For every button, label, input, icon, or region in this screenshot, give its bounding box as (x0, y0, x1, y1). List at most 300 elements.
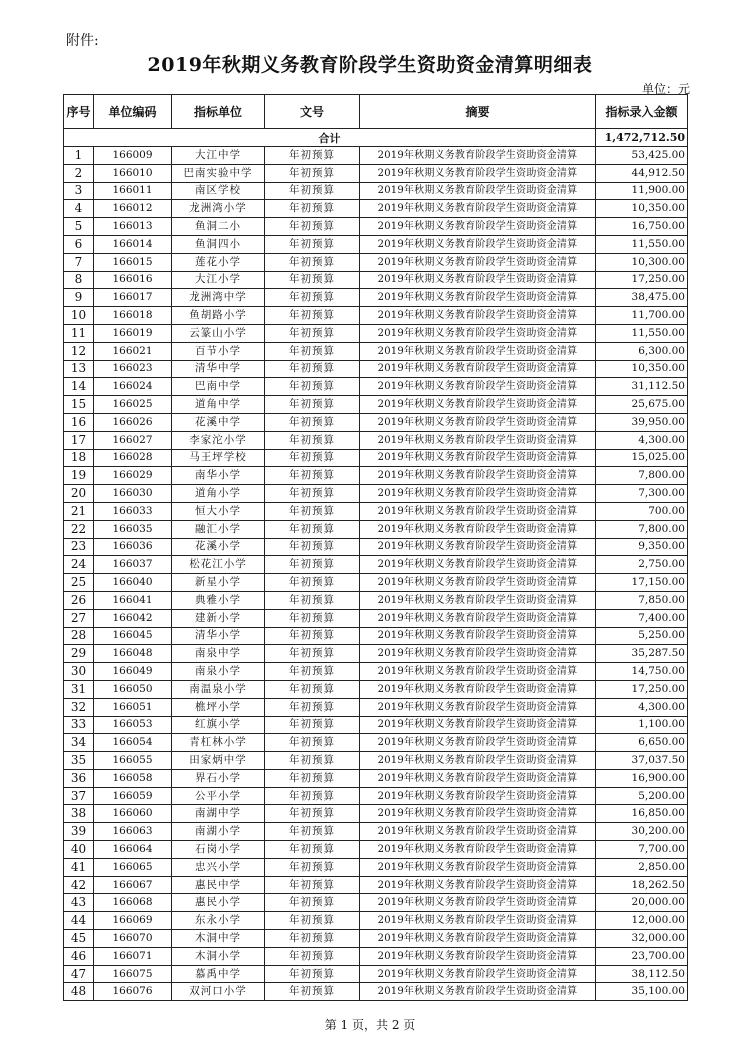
table-row (64, 609, 688, 627)
row-amount: 2,750.00 (596, 556, 688, 574)
row-unit: 花溪小学 (172, 538, 265, 556)
row-amount: 5,250.00 (596, 627, 688, 645)
row-unit: 南泉小学 (172, 663, 265, 681)
table-row (64, 253, 688, 271)
row-amount: 5,200.00 (596, 787, 688, 805)
table-row (64, 876, 688, 894)
row-unit: 新星小学 (172, 574, 265, 592)
row-summary: 2019年秋期义务教育阶段学生资助资金清算 (360, 663, 596, 681)
row-unit: 马王坪学校 (172, 449, 265, 467)
row-unit: 鱼洞四小 (172, 235, 265, 253)
row-amount: 23,700.00 (596, 947, 688, 965)
row-doc: 年初预算 (265, 538, 360, 556)
row-amount: 18,262.50 (596, 876, 688, 894)
row-unit: 界石小学 (172, 769, 265, 787)
row-amount: 11,900.00 (596, 182, 688, 200)
row-amount: 6,300.00 (596, 342, 688, 360)
total-row (64, 129, 688, 147)
row-seq: 18 (64, 449, 94, 467)
row-code: 166035 (94, 520, 172, 538)
header-amount: 指标录入金额 (596, 95, 688, 129)
row-code: 166037 (94, 556, 172, 574)
row-doc: 年初预算 (265, 396, 360, 414)
table-row (64, 396, 688, 414)
row-code: 166015 (94, 253, 172, 271)
row-summary: 2019年秋期义务教育阶段学生资助资金清算 (360, 467, 596, 485)
row-code: 166036 (94, 538, 172, 556)
row-seq: 31 (64, 680, 94, 698)
row-summary: 2019年秋期义务教育阶段学生资助资金清算 (360, 894, 596, 912)
row-amount: 44,912.50 (596, 164, 688, 182)
row-amount: 39,950.00 (596, 413, 688, 431)
row-code: 166030 (94, 485, 172, 503)
row-unit: 忠兴小学 (172, 858, 265, 876)
table-row (64, 467, 688, 485)
row-amount: 1,100.00 (596, 716, 688, 734)
row-code: 166053 (94, 716, 172, 734)
row-doc: 年初预算 (265, 431, 360, 449)
row-summary: 2019年秋期义务教育阶段学生资助资金清算 (360, 591, 596, 609)
row-code: 166018 (94, 307, 172, 325)
row-doc: 年初预算 (265, 289, 360, 307)
table-row (64, 912, 688, 930)
row-amount: 35,287.50 (596, 645, 688, 663)
row-code: 166049 (94, 663, 172, 681)
row-unit: 恒大小学 (172, 502, 265, 520)
row-amount: 25,675.00 (596, 396, 688, 414)
row-summary: 2019年秋期义务教育阶段学生资助资金清算 (360, 965, 596, 983)
row-amount: 10,300.00 (596, 253, 688, 271)
row-seq: 36 (64, 769, 94, 787)
row-seq: 33 (64, 716, 94, 734)
row-amount: 16,750.00 (596, 218, 688, 236)
row-doc: 年初预算 (265, 235, 360, 253)
row-amount: 12,000.00 (596, 912, 688, 930)
table-row (64, 342, 688, 360)
row-amount: 15,025.00 (596, 449, 688, 467)
row-code: 166021 (94, 342, 172, 360)
row-seq: 11 (64, 324, 94, 342)
row-summary: 2019年秋期义务教育阶段学生资助资金清算 (360, 912, 596, 930)
row-unit: 清华中学 (172, 360, 265, 378)
row-unit: 清华小学 (172, 627, 265, 645)
row-seq: 24 (64, 556, 94, 574)
row-summary: 2019年秋期义务教育阶段学生资助资金清算 (360, 431, 596, 449)
table-row (64, 200, 688, 218)
row-amount: 17,250.00 (596, 271, 688, 289)
table-row (64, 378, 688, 396)
row-seq: 4 (64, 200, 94, 218)
row-code: 166060 (94, 805, 172, 823)
row-seq: 23 (64, 538, 94, 556)
row-summary: 2019年秋期义务教育阶段学生资助资金清算 (360, 609, 596, 627)
row-summary: 2019年秋期义务教育阶段学生资助资金清算 (360, 289, 596, 307)
row-code: 166019 (94, 324, 172, 342)
table-row (64, 787, 688, 805)
row-amount: 17,250.00 (596, 680, 688, 698)
table-row (64, 930, 688, 948)
row-seq: 38 (64, 805, 94, 823)
row-doc: 年初预算 (265, 823, 360, 841)
row-code: 166064 (94, 841, 172, 859)
row-amount: 16,850.00 (596, 805, 688, 823)
header-summary: 摘要 (360, 95, 596, 129)
row-seq: 25 (64, 574, 94, 592)
row-doc: 年初预算 (265, 182, 360, 200)
row-doc: 年初预算 (265, 485, 360, 503)
row-amount: 4,300.00 (596, 431, 688, 449)
row-unit: 鱼洞二小 (172, 218, 265, 236)
row-code: 166075 (94, 965, 172, 983)
table-row (64, 324, 688, 342)
row-summary: 2019年秋期义务教育阶段学生资助资金清算 (360, 307, 596, 325)
row-seq: 13 (64, 360, 94, 378)
row-code: 166065 (94, 858, 172, 876)
table-row (64, 947, 688, 965)
table-row (64, 360, 688, 378)
row-summary: 2019年秋期义务教育阶段学生资助资金清算 (360, 253, 596, 271)
row-amount: 4,300.00 (596, 698, 688, 716)
row-summary: 2019年秋期义务教育阶段学生资助资金清算 (360, 200, 596, 218)
row-seq: 1 (64, 147, 94, 165)
row-unit: 惠民小学 (172, 894, 265, 912)
row-code: 166017 (94, 289, 172, 307)
row-unit: 南湖中学 (172, 805, 265, 823)
row-amount: 7,400.00 (596, 609, 688, 627)
row-doc: 年初预算 (265, 520, 360, 538)
table-row (64, 538, 688, 556)
table-row (64, 680, 688, 698)
header-unit: 指标单位 (172, 95, 265, 129)
row-code: 166029 (94, 467, 172, 485)
row-unit: 巴南实验中学 (172, 164, 265, 182)
row-amount: 16,900.00 (596, 769, 688, 787)
row-unit: 石岗小学 (172, 841, 265, 859)
row-unit: 巴南中学 (172, 378, 265, 396)
row-seq: 5 (64, 218, 94, 236)
row-seq: 34 (64, 734, 94, 752)
row-doc: 年初预算 (265, 965, 360, 983)
header-doc: 文号 (265, 95, 360, 129)
row-seq: 44 (64, 912, 94, 930)
row-amount: 38,475.00 (596, 289, 688, 307)
row-seq: 7 (64, 253, 94, 271)
row-summary: 2019年秋期义务教育阶段学生资助资金清算 (360, 218, 596, 236)
row-doc: 年初预算 (265, 983, 360, 1001)
row-doc: 年初预算 (265, 253, 360, 271)
row-seq: 27 (64, 609, 94, 627)
row-summary: 2019年秋期义务教育阶段学生资助资金清算 (360, 930, 596, 948)
row-seq: 29 (64, 645, 94, 663)
row-seq: 14 (64, 378, 94, 396)
row-summary: 2019年秋期义务教育阶段学生资助资金清算 (360, 858, 596, 876)
row-summary: 2019年秋期义务教育阶段学生资助资金清算 (360, 556, 596, 574)
row-seq: 17 (64, 431, 94, 449)
row-doc: 年初预算 (265, 502, 360, 520)
row-unit: 莲花小学 (172, 253, 265, 271)
unit-note: 单位：元 (641, 82, 690, 96)
table-row (64, 645, 688, 663)
row-doc: 年初预算 (265, 449, 360, 467)
row-seq: 22 (64, 520, 94, 538)
row-code: 166041 (94, 591, 172, 609)
row-seq: 10 (64, 307, 94, 325)
row-doc: 年初预算 (265, 164, 360, 182)
row-unit: 道角中学 (172, 396, 265, 414)
row-amount: 31,112.50 (596, 378, 688, 396)
row-summary: 2019年秋期义务教育阶段学生资助资金清算 (360, 324, 596, 342)
row-code: 166010 (94, 164, 172, 182)
row-code: 166027 (94, 431, 172, 449)
row-seq: 9 (64, 289, 94, 307)
row-code: 166063 (94, 823, 172, 841)
row-doc: 年初预算 (265, 645, 360, 663)
row-doc: 年初预算 (265, 307, 360, 325)
row-seq: 30 (64, 663, 94, 681)
row-summary: 2019年秋期义务教育阶段学生资助资金清算 (360, 769, 596, 787)
table-row (64, 147, 688, 165)
row-summary: 2019年秋期义务教育阶段学生资助资金清算 (360, 378, 596, 396)
row-code: 166042 (94, 609, 172, 627)
row-code: 166014 (94, 235, 172, 253)
row-code: 166045 (94, 627, 172, 645)
row-summary: 2019年秋期义务教育阶段学生资助资金清算 (360, 520, 596, 538)
row-summary: 2019年秋期义务教育阶段学生资助资金清算 (360, 645, 596, 663)
row-summary: 2019年秋期义务教育阶段学生资助资金清算 (360, 235, 596, 253)
row-unit: 南华小学 (172, 467, 265, 485)
table-row (64, 894, 688, 912)
row-summary: 2019年秋期义务教育阶段学生资助资金清算 (360, 680, 596, 698)
row-doc: 年初预算 (265, 218, 360, 236)
row-code: 166067 (94, 876, 172, 894)
document-title: 2019年秋期义务教育阶段学生资助资金清算明细表 (147, 54, 593, 76)
table-row (64, 805, 688, 823)
row-code: 166058 (94, 769, 172, 787)
row-amount: 10,350.00 (596, 360, 688, 378)
row-summary: 2019年秋期义务教育阶段学生资助资金清算 (360, 876, 596, 894)
row-code: 166013 (94, 218, 172, 236)
row-doc: 年初预算 (265, 467, 360, 485)
row-seq: 19 (64, 467, 94, 485)
row-doc: 年初预算 (265, 271, 360, 289)
row-amount: 700.00 (596, 502, 688, 520)
row-code: 166068 (94, 894, 172, 912)
row-unit: 南温泉小学 (172, 680, 265, 698)
row-code: 166026 (94, 413, 172, 431)
row-unit: 典雅小学 (172, 591, 265, 609)
row-code: 166069 (94, 912, 172, 930)
table-row (64, 983, 688, 1001)
row-unit: 李家沱小学 (172, 431, 265, 449)
row-doc: 年初预算 (265, 805, 360, 823)
row-summary: 2019年秋期义务教育阶段学生资助资金清算 (360, 787, 596, 805)
row-code: 166071 (94, 947, 172, 965)
header-code: 单位编码 (94, 95, 172, 129)
row-code: 166059 (94, 787, 172, 805)
row-summary: 2019年秋期义务教育阶段学生资助资金清算 (360, 538, 596, 556)
row-amount: 32,000.00 (596, 930, 688, 948)
row-summary: 2019年秋期义务教育阶段学生资助资金清算 (360, 342, 596, 360)
row-code: 166011 (94, 182, 172, 200)
row-summary: 2019年秋期义务教育阶段学生资助资金清算 (360, 413, 596, 431)
row-unit: 南泉中学 (172, 645, 265, 663)
total-label: 合计 (64, 129, 596, 147)
table-row (64, 698, 688, 716)
row-doc: 年初预算 (265, 574, 360, 592)
row-unit: 樵坪小学 (172, 698, 265, 716)
row-doc: 年初预算 (265, 591, 360, 609)
row-summary: 2019年秋期义务教育阶段学生资助资金清算 (360, 627, 596, 645)
table-row (64, 769, 688, 787)
row-unit: 南湖小学 (172, 823, 265, 841)
row-code: 166016 (94, 271, 172, 289)
table-row (64, 520, 688, 538)
row-summary: 2019年秋期义务教育阶段学生资助资金清算 (360, 716, 596, 734)
row-doc: 年初预算 (265, 609, 360, 627)
row-doc: 年初预算 (265, 378, 360, 396)
row-code: 166076 (94, 983, 172, 1001)
table-row (64, 218, 688, 236)
row-summary: 2019年秋期义务教育阶段学生资助资金清算 (360, 752, 596, 770)
row-code: 166024 (94, 378, 172, 396)
row-unit: 红旗小学 (172, 716, 265, 734)
row-summary: 2019年秋期义务教育阶段学生资助资金清算 (360, 164, 596, 182)
table-row (64, 574, 688, 592)
row-summary: 2019年秋期义务教育阶段学生资助资金清算 (360, 449, 596, 467)
header-seq: 序号 (64, 95, 94, 129)
row-seq: 47 (64, 965, 94, 983)
row-doc: 年初预算 (265, 769, 360, 787)
row-seq: 6 (64, 235, 94, 253)
table-row (64, 858, 688, 876)
table-row (64, 289, 688, 307)
row-seq: 45 (64, 930, 94, 948)
row-unit: 百节小学 (172, 342, 265, 360)
row-code: 166025 (94, 396, 172, 414)
row-seq: 35 (64, 752, 94, 770)
row-amount: 35,100.00 (596, 983, 688, 1001)
row-amount: 20,000.00 (596, 894, 688, 912)
row-doc: 年初预算 (265, 200, 360, 218)
row-unit: 大江小学 (172, 271, 265, 289)
row-unit: 双河口小学 (172, 983, 265, 1001)
row-code: 166055 (94, 752, 172, 770)
header-row (64, 95, 688, 129)
table-row (64, 307, 688, 325)
row-unit: 木洞中学 (172, 930, 265, 948)
row-code: 166023 (94, 360, 172, 378)
row-doc: 年初预算 (265, 752, 360, 770)
table-row (64, 591, 688, 609)
row-unit: 建新小学 (172, 609, 265, 627)
row-doc: 年初预算 (265, 787, 360, 805)
table-row (64, 752, 688, 770)
row-summary: 2019年秋期义务教育阶段学生资助资金清算 (360, 360, 596, 378)
row-amount: 6,650.00 (596, 734, 688, 752)
row-amount: 11,700.00 (596, 307, 688, 325)
row-seq: 37 (64, 787, 94, 805)
row-doc: 年初预算 (265, 912, 360, 930)
row-doc: 年初预算 (265, 342, 360, 360)
row-doc: 年初预算 (265, 841, 360, 859)
table-row (64, 965, 688, 983)
row-unit: 大江中学 (172, 147, 265, 165)
table-row (64, 502, 688, 520)
row-seq: 15 (64, 396, 94, 414)
row-seq: 43 (64, 894, 94, 912)
row-code: 166009 (94, 147, 172, 165)
row-code: 166040 (94, 574, 172, 592)
row-unit: 龙洲湾小学 (172, 200, 265, 218)
row-seq: 21 (64, 502, 94, 520)
row-doc: 年初预算 (265, 413, 360, 431)
row-summary: 2019年秋期义务教育阶段学生资助资金清算 (360, 734, 596, 752)
row-unit: 公平小学 (172, 787, 265, 805)
row-code: 166012 (94, 200, 172, 218)
row-unit: 惠民中学 (172, 876, 265, 894)
settlement-table (63, 94, 688, 1001)
total-amount: 1,472,712.50 (596, 129, 688, 147)
row-amount: 37,037.50 (596, 752, 688, 770)
row-doc: 年初预算 (265, 360, 360, 378)
row-doc: 年初预算 (265, 680, 360, 698)
row-unit: 松花江小学 (172, 556, 265, 574)
row-amount: 2,850.00 (596, 858, 688, 876)
row-code: 166054 (94, 734, 172, 752)
row-summary: 2019年秋期义务教育阶段学生资助资金清算 (360, 698, 596, 716)
row-seq: 2 (64, 164, 94, 182)
row-summary: 2019年秋期义务教育阶段学生资助资金清算 (360, 396, 596, 414)
row-seq: 40 (64, 841, 94, 859)
row-amount: 53,425.00 (596, 147, 688, 165)
row-amount: 7,700.00 (596, 841, 688, 859)
table-row (64, 841, 688, 859)
row-doc: 年初预算 (265, 876, 360, 894)
row-amount: 7,800.00 (596, 520, 688, 538)
row-doc: 年初预算 (265, 556, 360, 574)
row-doc: 年初预算 (265, 147, 360, 165)
row-amount: 7,800.00 (596, 467, 688, 485)
row-seq: 8 (64, 271, 94, 289)
table-row (64, 235, 688, 253)
row-unit: 东永小学 (172, 912, 265, 930)
table-row (64, 627, 688, 645)
row-unit: 花溪中学 (172, 413, 265, 431)
row-unit: 南区学校 (172, 182, 265, 200)
row-doc: 年初预算 (265, 930, 360, 948)
row-doc: 年初预算 (265, 894, 360, 912)
row-amount: 17,150.00 (596, 574, 688, 592)
row-seq: 12 (64, 342, 94, 360)
row-unit: 融汇小学 (172, 520, 265, 538)
row-code: 166050 (94, 680, 172, 698)
table-row (64, 182, 688, 200)
row-amount: 11,550.00 (596, 324, 688, 342)
row-doc: 年初预算 (265, 698, 360, 716)
row-code: 166028 (94, 449, 172, 467)
row-summary: 2019年秋期义务教育阶段学生资助资金清算 (360, 841, 596, 859)
table-row (64, 449, 688, 467)
row-summary: 2019年秋期义务教育阶段学生资助资金清算 (360, 983, 596, 1001)
row-amount: 11,550.00 (596, 235, 688, 253)
table-row (64, 413, 688, 431)
table-row (64, 271, 688, 289)
row-summary: 2019年秋期义务教育阶段学生资助资金清算 (360, 823, 596, 841)
row-seq: 26 (64, 591, 94, 609)
row-summary: 2019年秋期义务教育阶段学生资助资金清算 (360, 805, 596, 823)
row-seq: 42 (64, 876, 94, 894)
row-amount: 10,350.00 (596, 200, 688, 218)
